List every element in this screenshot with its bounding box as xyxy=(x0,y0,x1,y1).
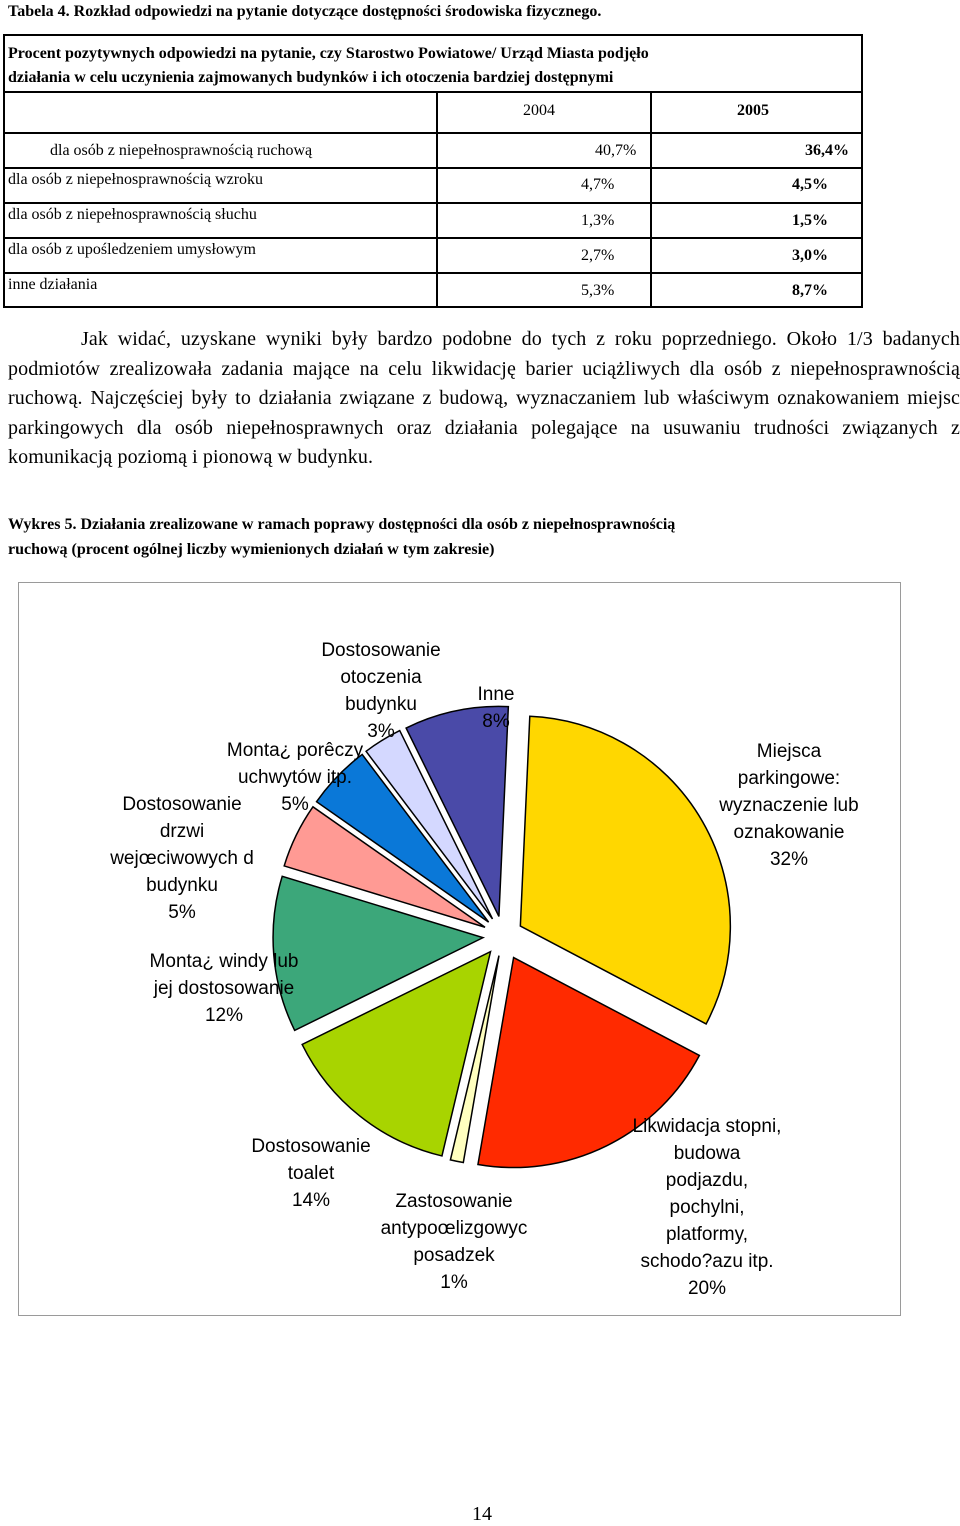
pie-chart-frame xyxy=(18,582,901,1316)
row-label: dla osób z upośledzeniem umysłowym xyxy=(8,241,256,258)
pie-slice-label: Zastosowanie antypoœlizgowyc posadzek 1% xyxy=(380,1191,528,1293)
row-value-2005: 3,0% xyxy=(792,247,828,264)
pie-slice-label: Dostosowanie toalet 14% xyxy=(251,1136,371,1211)
row-value-2004: 1,3% xyxy=(581,212,615,229)
survey-table xyxy=(3,34,863,308)
row-value-2004: 2,7% xyxy=(581,247,615,264)
figure-caption-line1: Wykres 5. Działania zrealizowane w ramach poprawy dostępności dla osób z niepełnosprawnością xyxy=(8,516,676,533)
row-value-2005: 36,4% xyxy=(805,142,849,159)
pie-slice-label: Miejsca parkingowe: wyznaczenie lub oznakowanie 32% xyxy=(719,741,859,870)
table-question-line1: Procent pozytywnych odpowiedzi na pytanie, czy Starostwo Powiatowe/ Urząd Miasta podjęło xyxy=(8,45,649,62)
table-question xyxy=(8,42,858,90)
pie-slice-label: Likwidacja stopni, budowa podjazdu, pochylni, platformy, schodo?azu itp. 20% xyxy=(632,1116,782,1299)
table-rule xyxy=(5,132,861,134)
figure-caption xyxy=(8,512,948,562)
year-2004-header: 2004 xyxy=(523,102,555,119)
row-label: dla osób z niepełnosprawnością słuchu xyxy=(8,206,257,223)
paragraph-rest: 1/3 badanych podmiotów zrealizowała zadania mające na celu likwidację barier uciążliwych dla osób z niepełnosprawnością ruchową. Najczęściej były to działania związane z budową, wyznaczaniem lub właściwym oznakowaniem miejsc parkingowych dla osób niepełnosprawnych oraz działania polegające na usuwaniu trudności związanych z komunikacją poziomą i pionową w budynku. xyxy=(8,328,960,468)
table-rule xyxy=(5,202,861,204)
row-value-2004: 5,3% xyxy=(581,282,615,299)
row-value-2005: 4,5% xyxy=(792,176,828,193)
paragraph-first-line: Jak widać, uzyskane wyniki były bardzo podobne do tych z roku poprzedniego. Około xyxy=(81,328,838,350)
row-value-2005: 1,5% xyxy=(792,212,828,229)
table-rule xyxy=(5,237,861,239)
table-question-line2: działania w celu uczynienia zajmowanych budynków i ich otoczenia bardziej dostępnymi xyxy=(8,69,614,86)
pie-slice-label: Dostosowanie otoczenia budynku 3% xyxy=(321,640,441,742)
body-paragraph xyxy=(8,325,960,473)
table-rule xyxy=(5,91,861,93)
table-rule xyxy=(5,167,861,169)
table-title: Tabela 4. Rozkład odpowiedzi na pytanie dotyczące dostępności środowiska fizycznego. xyxy=(8,3,602,20)
figure-caption-line2: ruchową (procent ogólnej liczby wymienionych działań w tym zakresie) xyxy=(8,541,495,558)
row-label: inne działania xyxy=(8,276,98,293)
row-label: dla osób z niepełnosprawnością wzroku xyxy=(8,171,264,188)
table-column-rule xyxy=(650,91,652,308)
pie-slice-label: Inne 8% xyxy=(477,684,515,732)
table-column-rule xyxy=(436,91,438,308)
row-label: dla osób z niepełnosprawnością ruchową xyxy=(50,142,313,159)
page-number: 14 xyxy=(472,1503,492,1525)
year-2005-header: 2005 xyxy=(737,102,769,119)
pie-slice-label: Monta¿ windy lub jej dostosowanie 12% xyxy=(149,951,299,1026)
row-value-2004: 4,7% xyxy=(581,176,615,193)
pie-slice-label: Dostosowanie drzwi wejœciwowych d budynku 5% xyxy=(110,794,254,923)
row-value-2005: 8,7% xyxy=(792,282,828,299)
table-rule xyxy=(5,272,861,274)
pie-slice-label: Monta¿ porêczy uchwytów itp. 5% xyxy=(226,740,364,815)
row-value-2004: 40,7% xyxy=(595,142,637,159)
